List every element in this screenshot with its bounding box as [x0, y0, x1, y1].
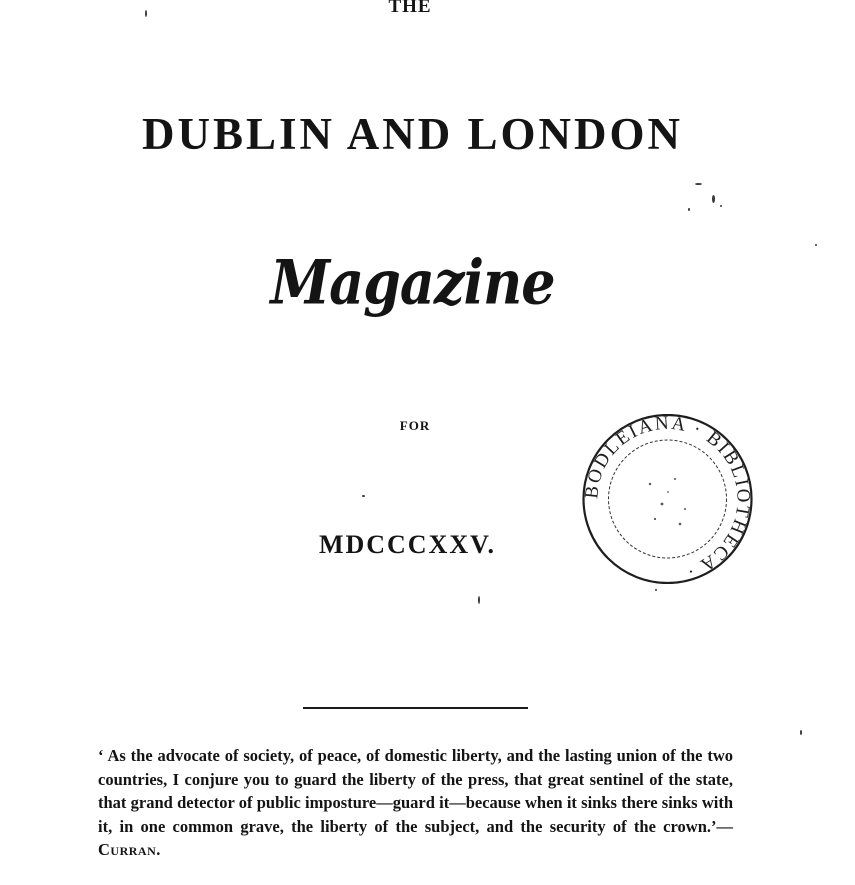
for-label: FOR	[399, 418, 431, 433]
epigraph-quote	[98, 744, 733, 862]
publication-year: MDCCCXXV.	[318, 530, 497, 559]
print-speck	[695, 183, 702, 185]
print-speck	[688, 208, 690, 211]
print-speck	[720, 205, 722, 207]
print-speck	[478, 596, 480, 604]
stamp-ring-text: BODLEIANA · BIBLIOTHECA ·	[581, 414, 754, 583]
print-speck	[655, 589, 657, 591]
magazine-title: DUBLIN AND LONDON	[141, 109, 684, 159]
print-speck	[362, 495, 365, 497]
magazine-subtitle: Magazine	[270, 246, 555, 318]
article-the: THE	[388, 0, 432, 17]
print-speck	[815, 244, 817, 246]
bodleian-library-stamp	[580, 414, 755, 584]
print-speck	[145, 10, 147, 17]
print-speck	[712, 195, 715, 203]
quote-text: ‘ As the advocate of society, of peace, of domestic liberty, and the lasting union of the two countries, I conjure you to guard the liberty of the press, that great sentinel of the state, that grand detector of public imposture—guard it—because when it sinks there sinks with it, in one common grave, the liberty of the subject, and the security of the crown.’—	[98, 746, 733, 836]
divider-rule	[303, 707, 528, 709]
quote-attribution: Curran.	[98, 840, 161, 859]
stamp-crest-specks	[649, 478, 686, 525]
print-speck	[800, 730, 802, 735]
